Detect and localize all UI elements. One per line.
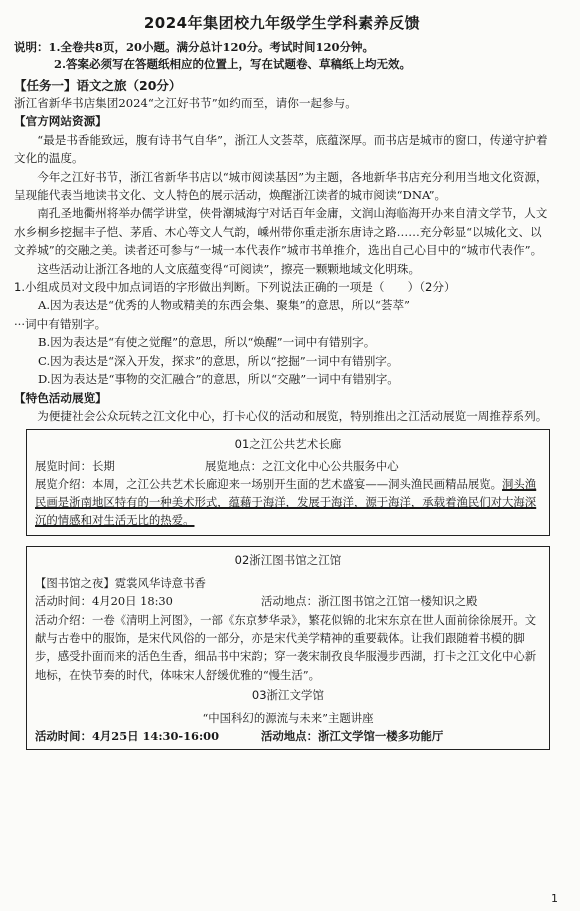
question-stem: 1.小组成员对文段中加点词语的字形做出判断。下列说法正确的一项是（ ）（2分） — [14, 280, 456, 295]
paragraph-1: “最是书香能致远，腹有诗书气自华”，浙江人文荟萃，底蕴深厚。而书店是城市的窗口，传递守护着文化的温度。 — [14, 132, 548, 166]
exhibit-1-intro-underlined: 洞头渔民画是浙南地区特有的一种美术形式，蕴藉于海洋，发展于海洋，源于海洋，承载着渔民们对大海深沉的情感和对生活无比的热爱。 — [35, 477, 537, 528]
option-b: B.因为表达是“有使之觉醒”的意思，所以“焕醒”一词中有错别字。 — [38, 335, 376, 350]
exhibit-3-meta — [35, 727, 541, 745]
option-d: D.因为表达是“事物的交汇融合”的意思，所以“交融”一词中有错别字。 — [38, 372, 399, 387]
page-number: 1 — [551, 892, 558, 905]
exhibit-3-subtitle: “中国科幻的源流与未来”主题讲座 — [202, 710, 374, 725]
exhibit-3-title: 03浙江文学馆 — [251, 688, 325, 703]
exhibit-1-intro — [35, 475, 541, 529]
page-title: 2024年集团校九年级学生学科素养反馈 — [143, 14, 421, 32]
exhibit-2-meta — [35, 592, 541, 610]
exhibit-2-title: 02浙江图书馆之江馆 — [234, 553, 342, 568]
exhibit-2-place: 活动地点：浙江图书馆之江馆一楼知识之殿 — [261, 594, 478, 609]
exhibit-1-title: 01之江公共艺术长廊 — [234, 437, 342, 452]
resource-heading: 【官方网站资源】 — [14, 114, 107, 129]
instructions — [14, 39, 550, 73]
paragraph-2: 今年之江好书节，浙江省新华书店以“城市阅读基因”为主题，各地新华书店充分利用当地文化资源，呈现能代表当地读书文化、文人特色的展示活动，焕醒浙江读者的城市阅读“DNA”。 — [14, 169, 548, 203]
paragraph-3: 南孔圣地衢州将举办儒学讲堂，侠骨潮城海宁对话百年金庸，文润山海临海开办来自清文学节，人文水乡桐乡挖掘丰子恺、茅盾、木心等文人气韵，嵊州带你重走浙东唐诗之路……充分彰显“以城化文、以文养城”的交融之美。读者还可参与“一城一本代表作”城市书单推介，选出自己心目中的“城市代表作”。 — [14, 206, 548, 258]
exhibit-2-intro: 活动介绍：一卷《清明上河图》，一部《东京梦华录》，繁花似锦的北宋东京在世人面前徐徐展开。文献与古卷中的服饰，是宋代风俗的一部分，亦是宋代美学精神的重要载体。让我们跟随着书模的脚步，感受扑面而来的活色生香，细品书中宋韵；穿一袭宋制孜良华服漫步西湖，打卡之江文化中心新地标，在快节奏的时代，体味宋人舒缓优雅的“慢生活”。 — [35, 612, 537, 682]
exhibit-1-time: 展览时间：长期 — [35, 459, 115, 474]
option-a-cont: ···词中有错别字。 — [14, 316, 107, 331]
option-a: A.因为表达是“优秀的人物或精美的东西会集、聚集”的意思，所以“荟萃” — [38, 298, 410, 313]
task-intro: 浙江省新华书店集团2024“之江好书节”如约而至，请你一起参与。 — [14, 96, 357, 110]
feature-heading: 【特色活动展览】 — [14, 390, 107, 405]
paragraph-4: 这些活动让浙江各地的人文底蕴变得“可阅读”，擦亮一颗颗地域文化明珠。 — [37, 261, 421, 276]
exhibit-2-event: 【图书馆之夜】霓裳风华诗意书香 — [35, 575, 206, 590]
exhibit-1-intro-a: 展览介绍：本周，之江公共艺术长廊迎来一场别开生面的艺术盛宴——洞头渔民画精品展览。 — [35, 477, 503, 492]
exhibit-2-time: 活动时间：4月20日 18:30 — [35, 594, 173, 609]
option-c: C.因为表达是“深入开发，探求”的意思，所以“挖掘”一词中有错别字。 — [38, 353, 399, 368]
exhibit-box-1 — [26, 429, 550, 536]
instruction-1: 说明：1.全卷共8页，20小题。满分总计120分。考试时间120分钟。 — [14, 40, 375, 54]
instruction-2: 2.答案必须写在答题纸相应的位置上，写在试题卷、草稿纸上均无效。 — [54, 57, 412, 71]
exhibit-3-place: 活动地点：浙江文学馆一楼多功能厅 — [261, 728, 444, 743]
exhibit-box-2 — [26, 546, 550, 750]
exhibit-1-meta — [35, 457, 541, 475]
feature-intro: 为便捷社会公众玩转之江文化中心，打卡心仪的活动和展览，特别推出之江活动展览一周推荐系列。 — [37, 408, 548, 423]
exhibit-1-place: 展览地点：之江文化中心公共服务中心 — [205, 459, 399, 474]
exhibit-3-time: 活动时间：4月25日 14:30-16:00 — [35, 728, 220, 743]
task-heading: 【任务一】语文之旅（20分） — [14, 78, 182, 93]
